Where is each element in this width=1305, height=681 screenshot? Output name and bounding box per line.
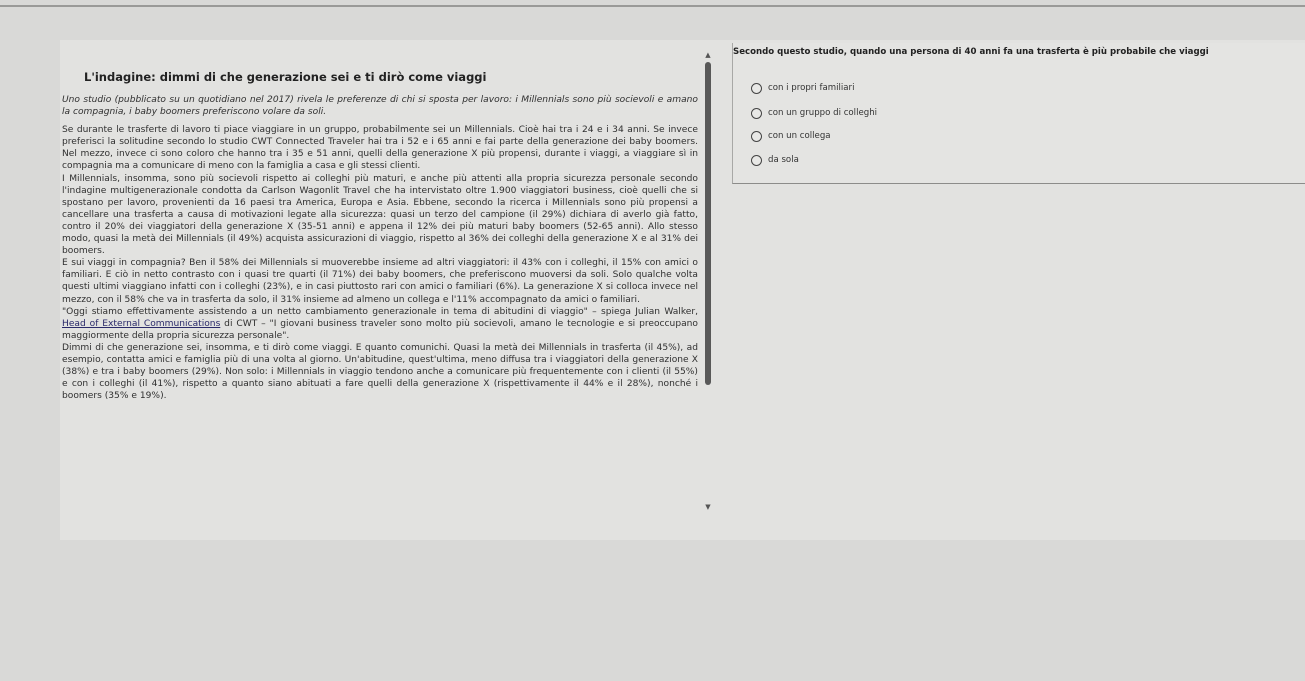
article-title: L'indagine: dimmi di che generazione sei e ti dirò come viaggi <box>84 70 487 84</box>
article-paragraph-4 <box>62 306 698 342</box>
answer-option-collega[interactable] <box>751 129 831 143</box>
external-communications-link[interactable]: Head of External Communications <box>62 318 221 329</box>
answer-label: con i propri familiari <box>768 83 855 93</box>
radio-button[interactable] <box>751 83 762 94</box>
answer-option-da-sola[interactable] <box>751 153 799 167</box>
question-panel <box>732 43 1305 184</box>
top-divider <box>0 5 1305 7</box>
radio-button[interactable] <box>751 155 762 166</box>
article-paragraph-2: I Millennials, insomma, sono più socievoli rispetto ai colleghi più maturi, e anche più attenti alla propria sicurezza personale secondo l'indagine multigenerazionale condotta da Carlson Wagonlit Travel che ha intervistato oltre 1.900 viaggiatori business, cioè quelli che si spostano per lavoro, provenienti da 16 paesi tra America, Europa e Asia. Ebbene, secondo la ricerca i Millennials sono più propensi a cancellare una trasferta a causa di motivazioni legate alla sicurezza: quasi un terzo del campione (il 29%) dichiara di averlo già fatto, contro il 20% dei viaggiatori della generazione X (35-51 anni) e appena il 12% dei più maturi baby boomers (52-65 anni). Allo stesso modo, quasi la metà dei Millennials (il 49%) acquista assicurazioni di viaggio, rispetto al 36% dei colleghi della generazione X e al 31% dei boomers. <box>62 173 698 257</box>
radio-button[interactable] <box>751 131 762 142</box>
quote-text-start: "Oggi stiamo effettivamente assistendo a un netto cambiamento generazionale in tema di abitudini di viaggio" – spiega Julian Walker, <box>62 306 698 317</box>
answer-label: con un collega <box>768 131 831 141</box>
triangle-down-icon[interactable]: ▼ <box>705 503 711 511</box>
scroll-thumb[interactable] <box>705 62 711 385</box>
article-paragraph-1: Se durante le trasferte di lavoro ti piace viaggiare in un gruppo, probabilmente sei un Millennials. Cioè hai tra i 24 e i 34 anni. Se invece preferisci la solitudine secondo lo studio CWT Connected Traveler hai tra i 52 e i 65 anni e fai parte della generazione dei baby boomers. Nel mezzo, invece ci sono coloro che hanno tra i 35 e 51 anni, quelli della generazione X più propensi, durante i viaggi, a viaggiare sì in compagnia ma a comunicare di meno con la famiglia a casa e gli stessi clienti. <box>62 125 698 172</box>
reading-passage <box>62 44 702 524</box>
quote-text-end: di CWT – "I giovani business traveler sono molto più socievoli, amano le tecnologie e si preoccupano maggiormente della propria sicurezza personale". <box>62 318 698 341</box>
article-paragraph-3: E sui viaggi in compagnia? Ben il 58% dei Millennials si muoverebbe insieme ad altri viaggiatori: il 43% con i colleghi, il 15% con amici o familiari. E ciò in netto contrasto con i quasi tre quarti (il 71%) dei baby boomers, che preferiscono muoversi da soli. Solo qualche volta questi ultimi viaggiano infatti con i colleghi (23%), e in casi piuttosto rari con amici o familiari (6%). La generazione X si colloca invece nel mezzo, con il 58% che va in trasferta da solo, il 31% insieme ad almeno un collega e l'11% accompagnato da amici o familiari. <box>62 258 698 305</box>
answer-label: da sola <box>768 155 799 165</box>
answer-option-gruppo-colleghi[interactable] <box>751 106 877 120</box>
question-text: Secondo questo studio, quando una persona di 40 anni fa una trasferta è più probabile che viaggi <box>733 47 1209 57</box>
answer-option-familiari[interactable] <box>751 81 854 95</box>
triangle-up-icon[interactable]: ▲ <box>705 51 711 59</box>
reading-scrollbar[interactable] <box>703 50 713 520</box>
article-intro: Uno studio (pubblicato su un quotidiano nel 2017) rivela le preferenze di chi si sposta per lavoro: i Millennials sono più socievoli e amano la compagnia, i baby boomers preferiscono volare da soli. <box>62 95 698 118</box>
answer-label: con un gruppo di colleghi <box>768 108 878 118</box>
article-paragraph-5: Dimmi di che generazione sei, insomma, e ti dirò come viaggi. E quanto comunichi. Quasi la metà dei Millennials in trasferta (il 45%), ad esempio, contatta amici e famiglia più di una volta al giorno. Un'abitudine, quest'ultima, meno diffusa tra i viaggiatori della generazione X (38%) e tra i baby boomers (29%). Non solo: i Millennials in viaggio tendono anche a comunicare più frequentemente con i clienti (il 55%) e con i colleghi (il 41%), rispetto a quanto siano abituati a fare quelli della generazione X (rispettivamente il 44% e il 28%), nonché i boomers (35% e 19%). <box>62 342 698 402</box>
article-body <box>62 94 698 402</box>
radio-button[interactable] <box>751 108 762 119</box>
